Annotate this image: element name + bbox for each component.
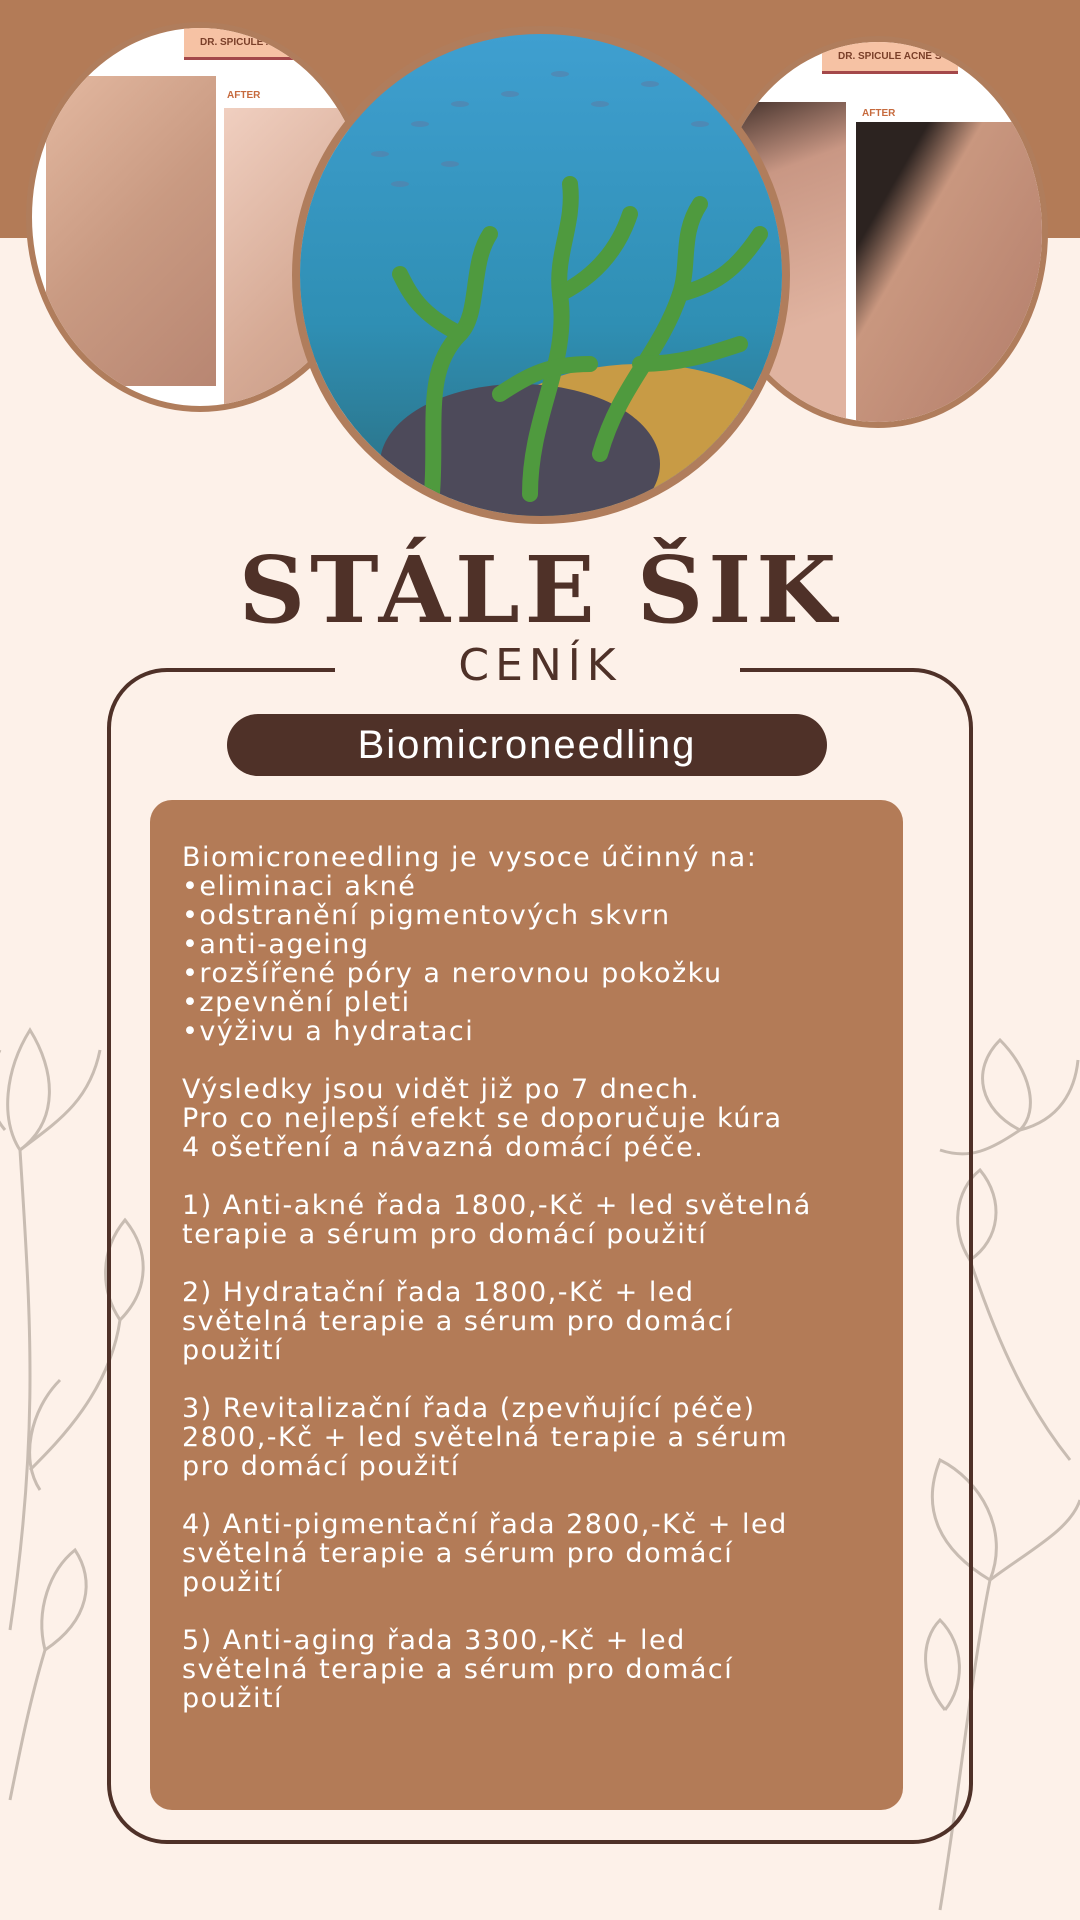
intro-text: Biomicroneedling je vysoce účinný na: <box>182 842 758 873</box>
after-label: AFTER <box>862 108 896 119</box>
price-item: světelná terapie a sérum pro domácí <box>182 1306 734 1337</box>
price-item: 2800,-Kč + led světelná terapie a sérum <box>182 1422 789 1453</box>
price-item: 3) Revitalizační řada (zpevňující péče) <box>182 1393 756 1424</box>
photo-brand-header: DR. SPICULE ACNE S <box>822 42 958 74</box>
brand-title: STÁLE ŠIK <box>238 536 842 644</box>
results-text: Výsledky jsou vidět již po 7 dnech. <box>182 1074 701 1105</box>
results-text: 4 ošetření a návazná domácí péče. <box>182 1132 705 1163</box>
service-description-text <box>182 843 882 1713</box>
price-item: světelná terapie a sérum pro domácí <box>182 1538 734 1569</box>
service-name-badge: Biomicroneedling <box>227 714 827 776</box>
benefit-item: •eliminaci akné <box>182 871 417 902</box>
benefit-item: •výživu a hydrataci <box>182 1016 475 1047</box>
price-item: 1) Anti-akné řada 1800,-Kč + led světelná <box>182 1190 812 1221</box>
price-item: 2) Hydratační řada 1800,-Kč + led <box>182 1277 695 1308</box>
price-item: pro domácí použití <box>182 1451 460 1482</box>
price-item: 4) Anti-pigmentační řada 2800,-Kč + led <box>182 1509 788 1540</box>
price-item: použití <box>182 1567 284 1598</box>
benefit-item: •zpevnění pleti <box>182 987 411 1018</box>
price-list-heading: CENÍK <box>458 640 622 691</box>
benefit-item: •rozšířené póry a nerovnou pokožku <box>182 958 723 989</box>
price-item: použití <box>182 1683 284 1714</box>
benefit-item: •odstranění pigmentových skvrn <box>182 900 671 931</box>
face-before-photo <box>46 76 216 386</box>
face-after-photo <box>856 122 1046 422</box>
seaweed-icon <box>300 34 782 516</box>
price-item: 5) Anti-aging řada 3300,-Kč + led <box>182 1625 686 1656</box>
after-label: AFTER <box>227 90 261 101</box>
photo-brand-header: DR. SPICULE ANTI <box>184 28 305 60</box>
price-item: použití <box>182 1335 284 1366</box>
price-item: světelná terapie a sérum pro domácí <box>182 1654 734 1685</box>
price-item: terapie a sérum pro domácí použití <box>182 1219 708 1250</box>
results-text: Pro co nejlepší efekt se doporučuje kúra <box>182 1103 783 1134</box>
benefit-item: •anti-ageing <box>182 929 370 960</box>
seaweed-underwater-photo <box>292 26 790 524</box>
